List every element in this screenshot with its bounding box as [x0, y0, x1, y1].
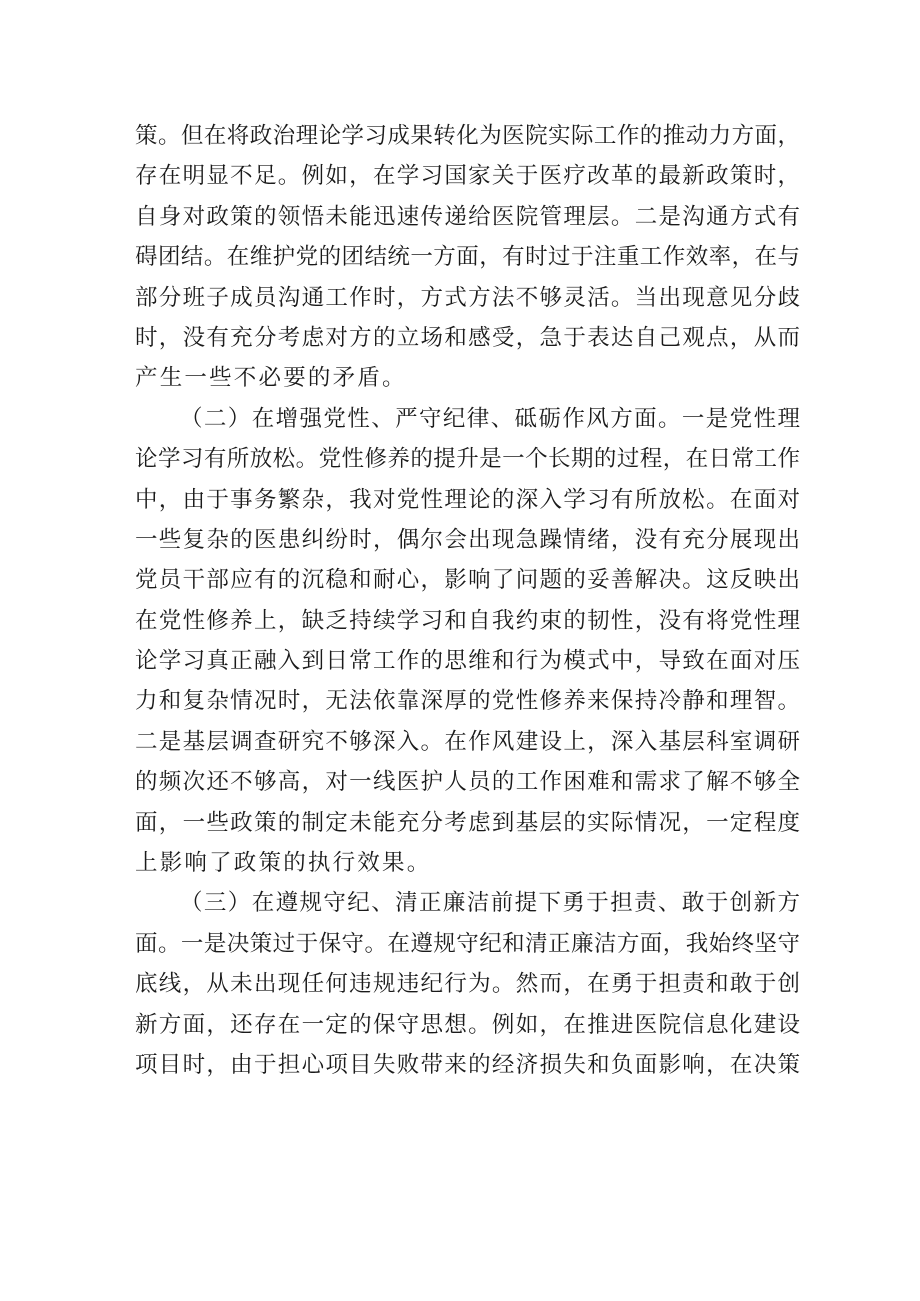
text-line: 中，由于事务繁杂，我对党性理论的深入学习有所放松。在面对	[135, 486, 800, 513]
document-body	[135, 116, 800, 1085]
text-line: 策。但在将政治理论学习成果转化为医院实际工作的推动力方面，	[135, 123, 800, 149]
text-line: 时，没有充分考虑对方的立场和感受，急于表达自己观点，从而	[135, 324, 800, 351]
text-line: 自身对政策的领悟未能迅速传递给医院管理层。二是沟通方式有	[135, 203, 800, 230]
text-line: 碍团结。在维护党的团结统一方面，有时过于注重工作效率，在与	[135, 244, 800, 271]
text-line: 部分班子成员沟通工作时，方式方法不够灵活。当出现意见分歧	[135, 284, 800, 311]
text-line: 力和复杂情况时，无法依靠深厚的党性修养来保持冷静和理智。	[135, 688, 800, 715]
text-line: 底线，从未出现任何违规违纪行为。然而，在勇于担责和敢于创	[135, 971, 800, 998]
text-line: 产生一些不必要的矛盾。	[135, 365, 407, 392]
text-line: 项目时，由于担心项目失败带来的经济损失和负面影响，在决策	[135, 1051, 800, 1078]
text-line: 在党性修养上，缺乏持续学习和自我约束的韧性，没有将党性理	[135, 607, 800, 634]
text-line: 论学习真正融入到日常工作的思维和行为模式中，导致在面对压	[135, 648, 800, 675]
text-line: 面。一是决策过于保守。在遵规守纪和清正廉洁方面，我始终坚守	[135, 930, 800, 957]
text-line: 上影响了政策的执行效果。	[135, 850, 432, 877]
text-line: 存在明显不足。例如，在学习国家关于医疗改革的最新政策时，	[135, 163, 800, 190]
text-line: 新方面，还存在一定的保守思想。例如，在推进医院信息化建设	[135, 1011, 800, 1038]
text-line: 一些复杂的医患纠纷时，偶尔会出现急躁情绪，没有充分展现出	[135, 526, 800, 553]
text-line: 党员干部应有的沉稳和耐心，影响了问题的妥善解决。这反映出	[135, 567, 800, 594]
text-line: 二是基层调查研究不够深入。在作风建设上，深入基层科室调研	[135, 728, 800, 755]
text-line: （二）在增强党性、严守纪律、砥砺作风方面。一是党性理	[180, 405, 800, 432]
text-line: 面，一些政策的制定未能充分考虑到基层的实际情况，一定程度	[135, 809, 800, 836]
text-line: （三）在遵规守纪、清正廉洁前提下勇于担责、敢于创新方	[180, 890, 800, 917]
text-line: 论学习有所放松。党性修养的提升是一个长期的过程，在日常工作	[135, 446, 800, 473]
text-line: 的频次还不够高，对一线医护人员的工作困难和需求了解不够全	[135, 769, 800, 796]
